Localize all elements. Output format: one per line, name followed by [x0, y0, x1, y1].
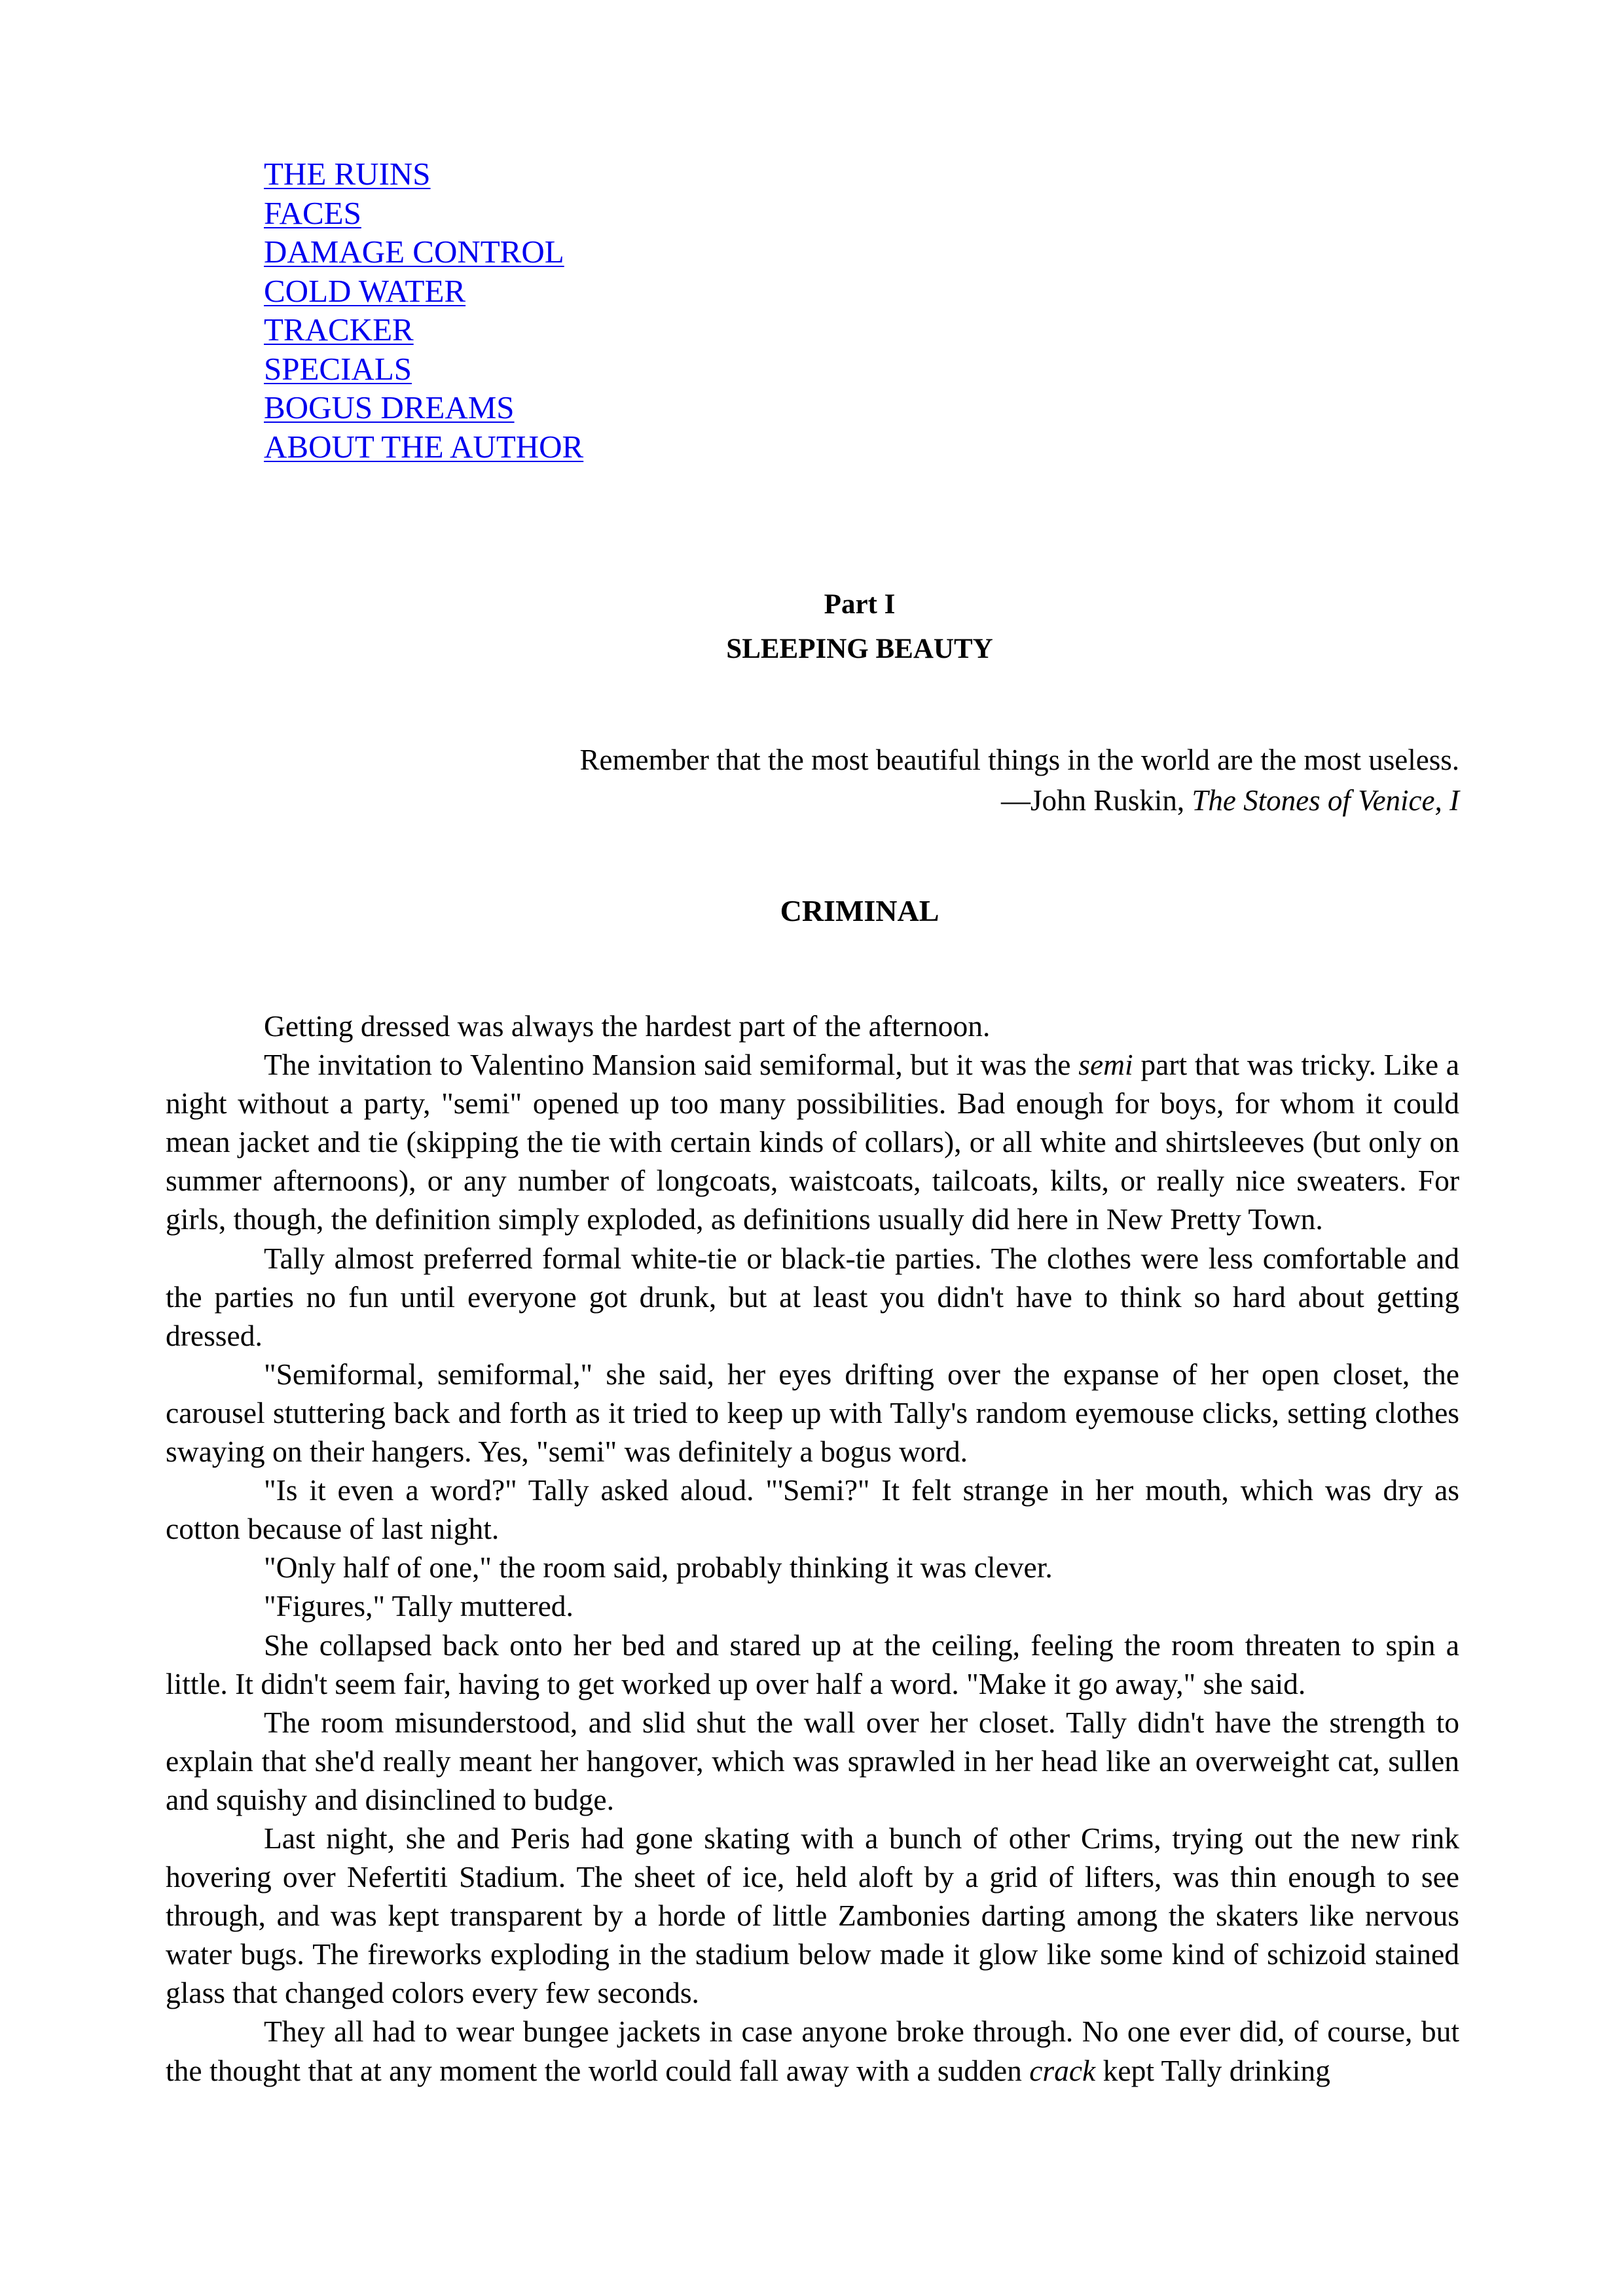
paragraph — [166, 1045, 1459, 1238]
toc-link-faces[interactable]: FACES — [264, 194, 361, 231]
epigraph-author: —John Ruskin, — [1001, 784, 1192, 817]
paragraph-text: part that was tricky. Like a night without a party, "semi" opened up too many possibilities. Bad enough for boys, for whom it could mean jacket and tie (skipping the tie with certain kinds of collars), or all white and shirtsleeves (but only on summer afternoons), or any number of longcoats, waistcoats, tailcoats, kilts, or really nice sweaters. For girls, though, the definition simply exploded, as definitions usually did here in New Pretty Town. — [166, 1048, 1459, 1236]
toc-item — [264, 154, 583, 194]
toc-item — [264, 194, 583, 233]
toc-item — [264, 427, 583, 467]
paragraph — [166, 1819, 1459, 2012]
paragraph-text: The room misunderstood, and slid shut the wall over her closet. Tally didn't have the strength to explain that she'd really meant her hangover, which was sprawled in her head like an overweight cat, sullen and squishy and disinclined to budge. — [166, 1705, 1459, 1816]
epigraph-quote: Remember that the most beautiful things in the world are the most useless. — [579, 744, 1459, 776]
part-number: Part I — [824, 589, 896, 620]
chapter-body — [166, 1007, 1459, 2090]
paragraph-text: She collapsed back onto her bed and stared up at the ceiling, feeling the room threaten to spin a little. It didn't seem fair, having to get worked up over half a word. "Make it go away," she said. — [166, 1628, 1459, 1700]
italic-text: semi — [1078, 1048, 1133, 1082]
paragraph-text: Last night, she and Peris had gone skating with a bunch of other Crims, trying out the new rink hovering over Nefertiti Stadium. The sheet of ice, held aloft by a grid of lifters, was thin enough to see through, and was kept transparent by a horde of little Zambonies darting among the skaters like nervous water bugs. The fireworks exploding in the stadium below made it glow like some kind of schizoid stained glass that changed colors every few seconds. — [166, 1821, 1459, 2010]
chapter-title: CRIMINAL — [780, 894, 939, 927]
epigraph-attribution — [580, 780, 1459, 821]
paragraph-text: Tally almost preferred formal white-tie or black-tie parties. The clothes were less comfortable and the parties no fun until everyone got drunk, but at least you didn't have to think so hard about getting dressed. — [166, 1241, 1459, 1352]
toc-item — [264, 272, 583, 311]
paragraph-text: "Only half of one," the room said, probably thinking it was clever. — [264, 1551, 1053, 1585]
paragraph-text: Getting dressed was always the hardest part of the afternoon. — [264, 1009, 991, 1043]
paragraph-text: The invitation to Valentino Mansion said semiformal, but it was the — [264, 1048, 1079, 1082]
toc-item — [264, 310, 583, 350]
toc-link-about-the-author[interactable]: ABOUT THE AUTHOR — [264, 428, 584, 465]
paragraph-text: "Is it even a word?" Tally asked aloud. "'Semi?" It felt strange in her mouth, which was dry as cotton because of last night. — [166, 1473, 1459, 1546]
epigraph — [580, 740, 1459, 821]
toc-link-cold-water[interactable]: COLD WATER — [264, 272, 466, 309]
toc-link-specials[interactable]: SPECIALS — [264, 350, 412, 387]
toc-link-bogus-dreams[interactable]: BOGUS DREAMS — [264, 389, 515, 425]
toc-link-damage-control[interactable]: DAMAGE CONTROL — [264, 234, 564, 270]
paragraph — [166, 1239, 1459, 1355]
toc-item — [264, 388, 583, 427]
table-of-contents — [264, 154, 583, 466]
part-title: SLEEPING BEAUTY — [726, 634, 993, 664]
paragraph-text: "Semiformal, semiformal," she said, her eyes drifting over the expanse of her open closet, the carousel stuttering back and forth as it tried to keep up with Tally's random eyemouse clicks, setting clothes swaying on their hangers. Yes, "semi" was definitely a bogus word. — [166, 1357, 1459, 1469]
toc-item — [264, 232, 583, 272]
paragraph — [166, 1626, 1459, 1703]
paragraph — [166, 1471, 1459, 1548]
paragraph — [166, 2012, 1459, 2089]
paragraph — [166, 1703, 1459, 1819]
toc-item — [264, 350, 583, 389]
toc-link-tracker[interactable]: TRACKER — [264, 312, 414, 348]
epigraph-source: The Stones of Venice, I — [1192, 784, 1459, 817]
paragraph — [166, 1587, 1459, 1625]
paragraph — [166, 1355, 1459, 1471]
italic-text: crack — [1029, 2053, 1096, 2087]
toc-link-the-ruins[interactable]: THE RUINS — [264, 156, 431, 192]
paragraph — [166, 1007, 1459, 1045]
paragraph-text: kept Tally drinking — [1095, 2053, 1330, 2087]
part-heading — [0, 583, 1623, 672]
paragraph — [166, 1548, 1459, 1587]
paragraph-text: They all had to wear bungee jackets in case anyone broke through. No one ever did, of course, but the thought that at any moment the world could fall away with a sudden — [166, 2015, 1459, 2087]
paragraph-text: "Figures," Tally muttered. — [264, 1589, 574, 1623]
